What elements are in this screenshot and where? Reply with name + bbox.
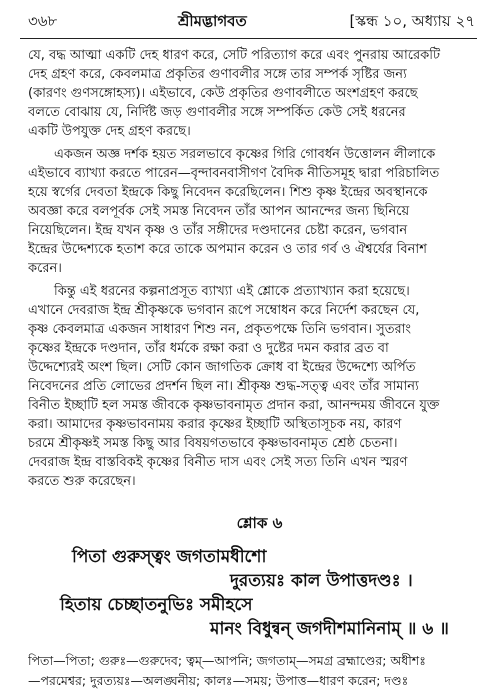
text-line: অবজ্ঞা করে বলপূর্বক সেই সমস্ত নিবেদন তাঁর আপন আনন্দের জন্য ছিনিয়ে [28,204,410,219]
verse-line: মানং বিধুন্বন্ জগদীশমানিনাম্ ॥ ৬ ॥ [210,619,449,639]
text-line: চরমে শ্রীকৃষ্ণই সমস্ত কিছু আর বিষয়গতভাবে কৃষ্ণভাবনামৃত শ্রেষ্ঠ চেতনা। [28,436,398,451]
text-line: একটি উপযুক্ত দেহ গ্রহণ করছে। [28,124,191,139]
text-line: (কারণং গুণসঙ্গোহস্য)। এইভাবে, কেউ প্রকৃতির গুণাবলীতে অংশগ্রহণ করছে [28,86,418,101]
paragraph-2 [28,145,475,278]
text-line: এইভাবে ব্যাখ্যা করতে পারেন—বৃন্দাবনবাসীগণ বৈদিক নীতিসমূহ দ্বারা পরিচালিত [28,166,440,181]
text-line: একজন অজ্ঞ দর্শক হয়ত সরলভাবে কৃষ্ণের গিরি গোবর্ধন উত্তোলন লীলাকে [54,147,436,162]
verse-heading: শ্লোক ৬ [236,514,283,532]
text-line: দেবরাজ ইন্দ্র বাস্তবিকই কৃষ্ণের বিনীত দাস এবং সেই সত্য তিনি এখন স্মরণ [28,455,408,470]
text-line: করতে শুরু করেছেন। [28,474,136,489]
word-synonyms [28,651,475,691]
text-line: করা। আমাদের কৃষ্ণভাবনাময় করার কৃষ্ণের ইচ্ছাটি অস্থিতাসূচক নয়, কারণ [28,417,402,432]
verse-line: হিতায় চেচ্ছাতনুভিঃ সমীহসে [60,595,253,615]
paragraph-1 [28,46,475,141]
sanskrit-verse [20,545,475,641]
text-line: করেন। [28,261,62,276]
text-line: নিবেদনের প্রতি লোভের প্রদর্শন ছিল না। শ্রীকৃষ্ণ শুদ্ধ-সত্ত্ব এবং তাঁর সামান্য [28,379,419,394]
text-line: কৃষ্ণ কেবলমাত্র একজন সাধারণ শিশু নন, প্রকৃতপক্ষে তিনি ভগবান। সুতরাং [28,322,412,337]
synonym-line: পিতা—পিতা; গুরুঃ—গুরুদেব; ত্বম্—আপনি; জগতাম্—সমগ্র ব্রহ্মাণ্ডের; অধীশঃ [28,653,426,668]
text-line: কিন্তু এই ধরনের কল্পনাপ্রসূত ব্যাখ্যা এই শ্লোকে প্রত্যাখ্যান করা হয়েছে। [54,284,410,299]
text-line: উদ্দেশ্যেরই অংশ ছিল। সেটি কোন জাগতিক ক্রোধ বা ইন্দ্রের উদ্দেশ্যে অর্পিত [28,360,416,375]
synonym-line: —পরমেশ্বর; দুরত্যয়ঃ—অলঙ্ঘনীয়; কালঃ—সময়; উপাত্ত—ধারণ করেন; দণ্ডঃ [28,673,409,688]
text-line: নিয়েছিলেন। ইন্দ্র যখন কৃষ্ণ ও তাঁর সঙ্গীদের দণ্ডদানের চেষ্টা করেন, ভগবান [28,223,408,238]
text-line: দেহ গ্রহণ করে, কেবলমাত্র প্রকৃতির গুণাবলীর সঙ্গে তার সম্পর্ক সৃষ্টির জন্য [28,67,407,82]
verse-block [20,512,475,641]
text-line: বলতে বোঝায় যে, নির্দিষ্ট জড় গুণাবলীর সঙ্গে সম্পর্কিত কেউ সেই ধরনের [28,105,406,120]
text-line: ইন্দ্রের উদ্দেশ্যকে হতাশ করে তাকে অপমান করেন ও তার গর্ব ও ঐশ্বর্যের বিনাশ [28,242,427,257]
paragraph-3 [28,282,475,491]
text-line: হয়ে স্বর্গের দেবতা ইন্দ্রকে কিছু নিবেদন করেছিলেন। শিশু কৃষ্ণ ইন্দ্রের অবস্থানকে [28,185,428,200]
text-line: কৃষ্ণের ইন্দ্রকে দণ্ডদান, তাঁর ধর্মকে রক্ষা করা ও দুষ্টের দমন করার ব্রত বা [28,341,389,356]
running-title: শ্রীমদ্ভাগবত [178,12,247,30]
page-number: ৩৬৮ [28,12,58,30]
verse-line: পিতা গুরুস্ত্বং জগতামধীশো [72,547,267,567]
text-line: এখানে দেবরাজ ইন্দ্র শ্রীকৃষ্ণকে ভগবান রূপে সম্বোধন করে নির্দেশ করছেন যে, [28,303,420,318]
purport-body [28,46,475,495]
text-line: বিনীত ইচ্ছাটি হল সমস্ত জীবকে কৃষ্ণভাবনামৃত প্রদান করা, আনন্দময় জীবনে যুক্ত [28,398,440,413]
text-line: যে, বদ্ধ আত্মা একটি দেহ ধারণ করে, সেটি পরিত্যাগ করে এবং পুনরায় আরেকটি [28,48,441,63]
header-rule [20,38,477,39]
verse-line: দুরত্যয়ঃ কাল উপাত্তদণ্ডঃ । [230,571,413,591]
page-header [28,8,475,34]
chapter-reference: [স্কন্ধ ১০, অধ্যায় ২৭ [349,12,475,30]
